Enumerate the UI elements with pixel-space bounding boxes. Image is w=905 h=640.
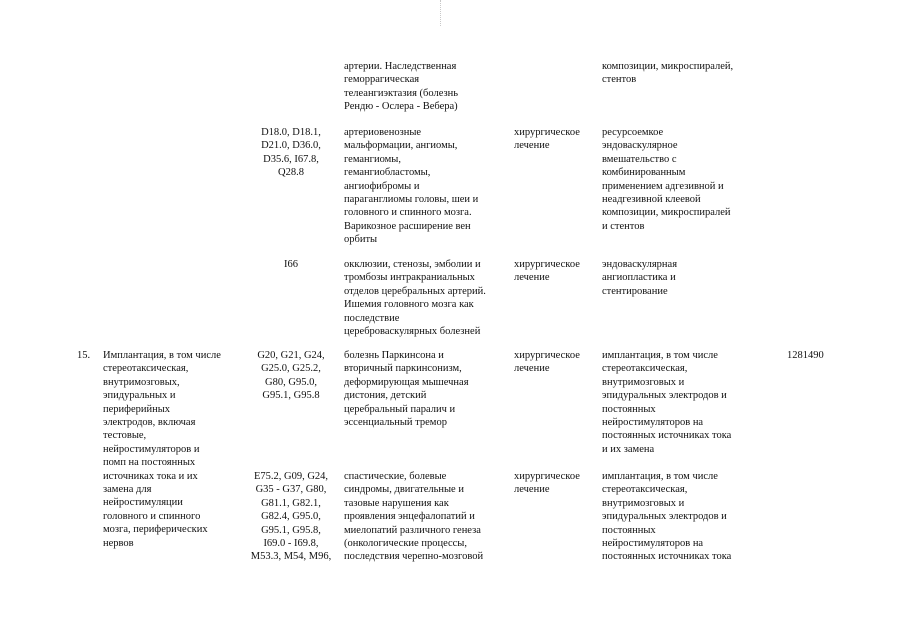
row-3-method: имплантация, в том числе стереотаксическая, внутримозговых и эпидуральных электродов и постоянных нейростимуляторов на постоянных источниках тока и их замена [602, 350, 732, 455]
row-3-name: Имплантация, в том числе стереотаксическая, внутримозговых, эпидуральных и периферийных электродов, включая тестовые, нейростимуляторов и помп на постоянных источниках тока и их замена для нейростимуляции головного и спинного мозга, периферических нервов [103, 350, 221, 549]
row-4-diagnosis: спастические, болевые синдромы, двигательные и тазовые нарушения как проявления энцефалопатий и миелопатий различного генеза (онкологические процессы, последствия черепно-мозговой [344, 471, 484, 563]
row-2-diagnosis: окклюзии, стенозы, эмболии и тромбозы интракраниальных отделов церебральных артерий. Ишемия головного мозга как последствие цереброваскулярных болезней [344, 259, 486, 338]
row-1-diagnosis: артериовенозные мальформации, ангиомы, гемангиомы, гемангиобластомы, ангиофибромы и параганглиомы головы, шеи и головного и спинного мозга. Варикозное расширение вен орбиты [344, 127, 479, 246]
row-1-codes: D18.0, D18.1, D21.0, D36.0, D35.6, I67.8, Q28.8 [261, 127, 321, 179]
row-2-codes: I66 [284, 259, 298, 270]
row-3-treatment: хирургическое лечение [514, 350, 580, 375]
row-3-number: 15. [77, 350, 91, 361]
scan-artifact-line [440, 0, 441, 26]
row-0-diagnosis: артерии. Наследственная геморрагическая телеангиэктазия (болезнь Рендю - Ослера - Вебера) [344, 61, 459, 113]
row-3-codes: G20, G21, G24, G25.0, G25.2, G80, G95.0, G95.1, G95.8 [257, 350, 325, 402]
row-3-cost: 1281490 [787, 350, 824, 361]
row-0-method: композиции, микроспиралей, стентов [602, 61, 734, 86]
row-3-diagnosis: болезнь Паркинсона и вторичный паркинсонизм, деформирующая мышечная дистония, детский церебральный паралич и эссенциальный тремор [344, 350, 469, 429]
row-4-method: имплантация, в том числе стереотаксическая, внутримозговых и эпидуральных электродов и постоянных нейростимуляторов на постоянных источниках тока [602, 471, 732, 563]
row-2-method: эндоваскулярная ангиопластика и стентирование [602, 259, 678, 297]
row-4-codes: E75.2, G09, G24, G35 - G37, G80, G81.1, G82.1, G82.4, G95.0, G95.1, G95.8, I69.0 - I69.8, M53.3, M54, M96, [250, 471, 332, 563]
row-4-treatment: хирургическое лечение [514, 471, 580, 496]
row-1-method: ресурсоемкое эндоваскулярное вмешательство с комбинированным применением адгезивной и неадгезивной клеевой композиции, микроспиралей и стентов [602, 127, 731, 232]
row-2-treatment: хирургическое лечение [514, 259, 580, 284]
row-1-treatment: хирургическое лечение [514, 127, 580, 152]
